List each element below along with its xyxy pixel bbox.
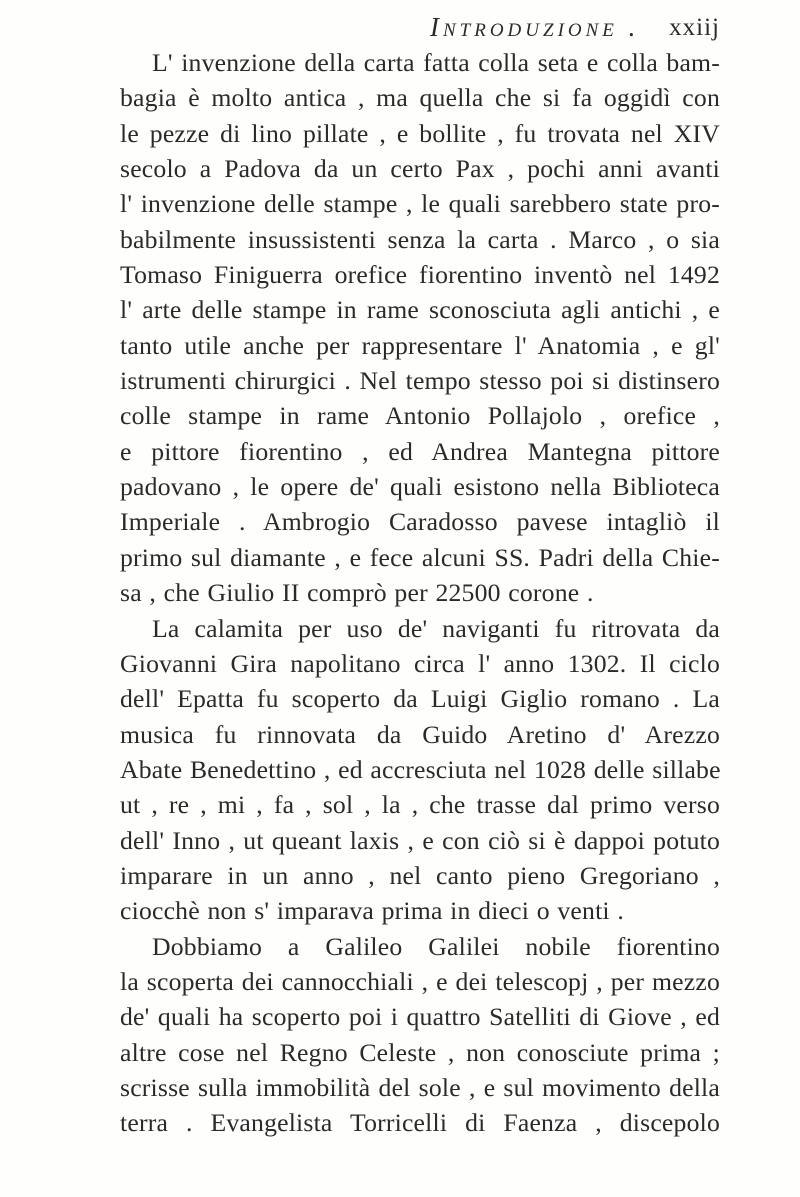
text-line: de' quali ha scoperto poi i quattro Satelliti di Giove , ed [120, 1002, 720, 1032]
text-line: Dobbiamo a Galileo Galilei nobile fiorentino [152, 931, 720, 961]
text-line: padovano , le opere de' quali esistono nella Biblioteca [120, 472, 720, 502]
text-line: scrisse sulla immobilità del sole , e sul movimento della [120, 1072, 720, 1102]
text-line: primo sul diamante , e fece alcuni SS. Padri della Chie- [120, 542, 720, 572]
running-title: Introduzione . [430, 12, 640, 42]
text-line: Tomaso Finiguerra orefice fiorentino inventò nel 1492 [120, 260, 720, 290]
text-line: colle stampe in rame Antonio Pollajolo , orefice , [120, 401, 720, 431]
text-line: ciocchè non s' imparava prima in dieci o venti . [120, 896, 624, 926]
text-line: sa , che Giulio II comprò per 22500 corone . [120, 578, 594, 608]
text-line: tanto utile anche per rappresentare l' Anatomia , e gl' [120, 330, 720, 360]
text-line: imparare in un anno , nel canto pieno Gregoriano , [120, 860, 720, 890]
text-line: musica fu rinnovata da Guido Aretino d' Arezzo [120, 719, 720, 749]
text-line: l' arte delle stampe in rame sconosciuta agli antichi , e [120, 295, 720, 325]
text-line: terra . Evangelista Torricelli di Faenza , discepolo [120, 1108, 720, 1138]
text-line: le pezze di lino pillate , e bollite , fu trovata nel XIV [120, 118, 720, 148]
text-line: secolo a Padova da un certo Pax , pochi anni avanti [120, 154, 720, 184]
text-line: ut , re , mi , fa , sol , la , che trasse dal primo verso [120, 790, 720, 820]
text-line: l' invenzione delle stampe , le quali sarebbero state pro- [120, 189, 720, 219]
text-line: babilmente insussistenti senza la carta . Marco , o sia [120, 224, 720, 254]
text-line: La calamita per uso de' naviganti fu ritrovata da [152, 613, 720, 643]
body-text [120, 45, 720, 1141]
text-line: dell' Inno , ut queant laxis , e con ciò si è dappoi potuto [120, 825, 720, 855]
text-line: bagia è molto antica , ma quella che si fa oggidì con [120, 83, 720, 113]
text-line: e pittore fiorentino , ed Andrea Mantegna pittore [120, 436, 720, 466]
text-line: Giovanni Gira napolitano circa l' anno 1302. Il ciclo [120, 648, 720, 678]
text-line: Abate Benedettino , ed accresciuta nel 1028 delle sillabe [120, 754, 721, 784]
text-line: dell' Epatta fu scoperto da Luigi Giglio romano . La [120, 684, 720, 714]
page-number: xxiij [669, 14, 720, 41]
text-line: altre cose nel Regno Celeste , non conosciute prima ; [120, 1037, 720, 1067]
page-header [120, 8, 720, 50]
text-line: L' invenzione della carta fatta colla seta e colla bam- [152, 48, 720, 77]
text-line: Imperiale . Ambrogio Caradosso pavese intagliò il [120, 507, 720, 537]
text-line: istrumenti chirurgici . Nel tempo stesso poi si distinsero [120, 366, 720, 396]
text-line: la scoperta dei cannocchiali , e dei telescopj , per mezzo [120, 966, 720, 996]
